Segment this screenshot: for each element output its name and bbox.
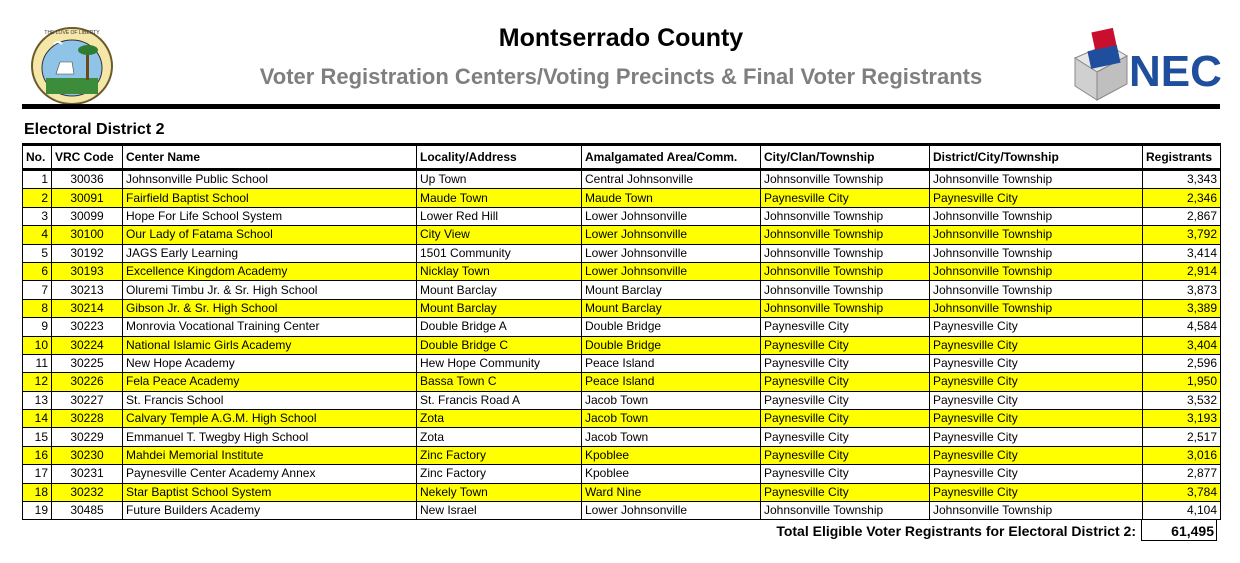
cell-no: 10	[23, 336, 52, 354]
cell-district-city-township: Paynesville City	[930, 446, 1143, 464]
cell-no: 8	[23, 299, 52, 317]
table-row	[23, 189, 1221, 207]
cell-vrc-code: 30099	[52, 207, 123, 225]
cell-no: 6	[23, 262, 52, 280]
table-row	[23, 318, 1221, 336]
table-header-row	[23, 145, 1221, 170]
cell-locality: Zota	[417, 410, 582, 428]
cell-registrants: 2,517	[1143, 428, 1221, 446]
cell-locality: 1501 Community	[417, 244, 582, 262]
table-row	[23, 428, 1221, 446]
cell-vrc-code: 30232	[52, 483, 123, 501]
cell-district-city-township: Johnsonville Township	[930, 170, 1143, 189]
cell-amalgamated-area: Double Bridge	[582, 318, 761, 336]
cell-center-name: Fela Peace Academy	[123, 373, 417, 391]
cell-city-clan-township: Paynesville City	[761, 428, 930, 446]
page-title: Montserrado County	[498, 24, 744, 52]
cell-city-clan-township: Johnsonville Township	[761, 299, 930, 317]
cell-center-name: Future Builders Academy	[123, 502, 417, 520]
cell-registrants: 4,104	[1143, 502, 1221, 520]
cell-center-name: Mahdei Memorial Institute	[123, 446, 417, 464]
cell-city-clan-township: Paynesville City	[761, 465, 930, 483]
cell-amalgamated-area: Lower Johnsonville	[582, 502, 761, 520]
cell-amalgamated-area: Jacob Town	[582, 410, 761, 428]
cell-registrants: 3,792	[1143, 226, 1221, 244]
cell-locality: City View	[417, 226, 582, 244]
cell-locality: Maude Town	[417, 189, 582, 207]
cell-center-name: JAGS Early Learning	[123, 244, 417, 262]
cell-district-city-township: Paynesville City	[930, 318, 1143, 336]
cell-vrc-code: 30223	[52, 318, 123, 336]
cell-district-city-township: Paynesville City	[930, 465, 1143, 483]
cell-center-name: National Islamic Girls Academy	[123, 336, 417, 354]
cell-no: 3	[23, 207, 52, 225]
cell-amalgamated-area: Peace Island	[582, 354, 761, 372]
cell-locality: Up Town	[417, 170, 582, 189]
cell-center-name: Johnsonville Public School	[123, 170, 417, 189]
cell-city-clan-township: Johnsonville Township	[761, 226, 930, 244]
header-divider	[22, 104, 1220, 109]
cell-amalgamated-area: Kpoblee	[582, 446, 761, 464]
cell-center-name: Emmanuel T. Twegby High School	[123, 428, 417, 446]
cell-district-city-township: Paynesville City	[930, 428, 1143, 446]
cell-district-city-township: Johnsonville Township	[930, 299, 1143, 317]
cell-locality: Hew Hope Community	[417, 354, 582, 372]
cell-registrants: 3,404	[1143, 336, 1221, 354]
cell-no: 18	[23, 483, 52, 501]
table-row	[23, 354, 1221, 372]
cell-amalgamated-area: Central Johnsonville	[582, 170, 761, 189]
cell-city-clan-township: Johnsonville Township	[761, 281, 930, 299]
table-row	[23, 373, 1221, 391]
page-subtitle: Voter Registration Centers/Voting Precincts & Final Voter Registrants	[259, 64, 983, 89]
cell-registrants: 3,873	[1143, 281, 1221, 299]
cell-locality: Nicklay Town	[417, 262, 582, 280]
nec-logo	[1067, 22, 1227, 102]
cell-no: 2	[23, 189, 52, 207]
cell-amalgamated-area: Maude Town	[582, 189, 761, 207]
cell-locality: New Israel	[417, 502, 582, 520]
cell-district-city-township: Johnsonville Township	[930, 281, 1143, 299]
cell-registrants: 3,784	[1143, 483, 1221, 501]
cell-center-name: Oluremi Timbu Jr. & Sr. High School	[123, 281, 417, 299]
cell-district-city-township: Paynesville City	[930, 410, 1143, 428]
table-row	[23, 446, 1221, 464]
cell-registrants: 3,532	[1143, 391, 1221, 409]
cell-district-city-township: Johnsonville Township	[930, 226, 1143, 244]
cell-district-city-township: Johnsonville Township	[930, 502, 1143, 520]
cell-vrc-code: 30485	[52, 502, 123, 520]
cell-district-city-township: Paynesville City	[930, 391, 1143, 409]
column-header-district-city-township: District/City/Township	[930, 145, 1143, 170]
cell-city-clan-township: Johnsonville Township	[761, 207, 930, 225]
cell-registrants: 2,596	[1143, 354, 1221, 372]
cell-locality: Lower Red Hill	[417, 207, 582, 225]
column-header-center-name: Center Name	[123, 145, 417, 170]
cell-amalgamated-area: Kpoblee	[582, 465, 761, 483]
cell-city-clan-township: Johnsonville Township	[761, 244, 930, 262]
cell-amalgamated-area: Peace Island	[582, 373, 761, 391]
table-row	[23, 281, 1221, 299]
cell-no: 1	[23, 170, 52, 189]
cell-vrc-code: 30227	[52, 391, 123, 409]
nec-logo-text: NEC	[1129, 47, 1222, 96]
cell-vrc-code: 30091	[52, 189, 123, 207]
cell-no: 9	[23, 318, 52, 336]
table-row	[23, 207, 1221, 225]
cell-locality: Zinc Factory	[417, 465, 582, 483]
cell-city-clan-township: Paynesville City	[761, 483, 930, 501]
cell-no: 16	[23, 446, 52, 464]
cell-vrc-code: 30193	[52, 262, 123, 280]
cell-district-city-township: Johnsonville Township	[930, 262, 1143, 280]
cell-locality: Nekely Town	[417, 483, 582, 501]
cell-registrants: 2,346	[1143, 189, 1221, 207]
cell-vrc-code: 30230	[52, 446, 123, 464]
cell-center-name: Excellence Kingdom Academy	[123, 262, 417, 280]
cell-center-name: New Hope Academy	[123, 354, 417, 372]
cell-registrants: 3,193	[1143, 410, 1221, 428]
cell-vrc-code: 30231	[52, 465, 123, 483]
cell-district-city-township: Paynesville City	[930, 189, 1143, 207]
cell-no: 13	[23, 391, 52, 409]
cell-registrants: 3,343	[1143, 170, 1221, 189]
cell-vrc-code: 30226	[52, 373, 123, 391]
cell-center-name: Star Baptist School System	[123, 483, 417, 501]
cell-locality: Double Bridge A	[417, 318, 582, 336]
cell-center-name: Gibson Jr. & Sr. High School	[123, 299, 417, 317]
cell-vrc-code: 30224	[52, 336, 123, 354]
page-header	[22, 0, 1220, 104]
cell-no: 15	[23, 428, 52, 446]
cell-vrc-code: 30229	[52, 428, 123, 446]
cell-registrants: 1,950	[1143, 373, 1221, 391]
cell-center-name: Calvary Temple A.G.M. High School	[123, 410, 417, 428]
total-value: 61,495	[1141, 519, 1217, 541]
cell-amalgamated-area: Lower Johnsonville	[582, 226, 761, 244]
cell-district-city-township: Paynesville City	[930, 373, 1143, 391]
cell-locality: Bassa Town C	[417, 373, 582, 391]
column-header-no: No.	[23, 145, 52, 170]
column-header-city-clan-township: City/Clan/Township	[761, 145, 930, 170]
cell-locality: Double Bridge C	[417, 336, 582, 354]
cell-amalgamated-area: Lower Johnsonville	[582, 244, 761, 262]
table-row	[23, 465, 1221, 483]
total-label: Total Eligible Voter Registrants for Electoral District 2:	[776, 523, 1136, 539]
cell-amalgamated-area: Lower Johnsonville	[582, 207, 761, 225]
cell-amalgamated-area: Jacob Town	[582, 391, 761, 409]
cell-registrants: 3,389	[1143, 299, 1221, 317]
cell-locality: Mount Barclay	[417, 281, 582, 299]
cell-no: 11	[23, 354, 52, 372]
table-row	[23, 299, 1221, 317]
cell-vrc-code: 30213	[52, 281, 123, 299]
cell-city-clan-township: Paynesville City	[761, 189, 930, 207]
table-row	[23, 262, 1221, 280]
table-row	[23, 336, 1221, 354]
table-row	[23, 170, 1221, 189]
cell-vrc-code: 30214	[52, 299, 123, 317]
table-row	[23, 226, 1221, 244]
cell-registrants: 2,867	[1143, 207, 1221, 225]
cell-amalgamated-area: Mount Barclay	[582, 299, 761, 317]
cell-amalgamated-area: Mount Barclay	[582, 281, 761, 299]
cell-district-city-township: Paynesville City	[930, 354, 1143, 372]
cell-vrc-code: 30036	[52, 170, 123, 189]
cell-no: 14	[23, 410, 52, 428]
cell-no: 5	[23, 244, 52, 262]
cell-center-name: St. Francis School	[123, 391, 417, 409]
cell-amalgamated-area: Jacob Town	[582, 428, 761, 446]
cell-locality: Mount Barclay	[417, 299, 582, 317]
cell-city-clan-township: Paynesville City	[761, 336, 930, 354]
cell-city-clan-township: Paynesville City	[761, 354, 930, 372]
cell-vrc-code: 30100	[52, 226, 123, 244]
cell-no: 12	[23, 373, 52, 391]
district-heading: Electoral District 2	[24, 121, 165, 138]
cell-no: 19	[23, 502, 52, 520]
cell-district-city-township: Johnsonville Township	[930, 244, 1143, 262]
cell-city-clan-township: Paynesville City	[761, 373, 930, 391]
cell-vrc-code: 30225	[52, 354, 123, 372]
cell-amalgamated-area: Lower Johnsonville	[582, 262, 761, 280]
svg-text:THE LOVE OF LIBERTY: THE LOVE OF LIBERTY	[44, 30, 100, 36]
cell-registrants: 2,914	[1143, 262, 1221, 280]
cell-city-clan-township: Paynesville City	[761, 410, 930, 428]
registrants-table	[22, 143, 1221, 520]
cell-no: 17	[23, 465, 52, 483]
table-row	[23, 244, 1221, 262]
cell-city-clan-township: Paynesville City	[761, 318, 930, 336]
cell-city-clan-township: Paynesville City	[761, 391, 930, 409]
cell-city-clan-township: Johnsonville Township	[761, 170, 930, 189]
cell-vrc-code: 30228	[52, 410, 123, 428]
cell-locality: St. Francis Road A	[417, 391, 582, 409]
cell-registrants: 2,877	[1143, 465, 1221, 483]
cell-center-name: Paynesville Center Academy Annex	[123, 465, 417, 483]
cell-locality: Zota	[417, 428, 582, 446]
column-header-locality: Locality/Address	[417, 145, 582, 170]
cell-no: 7	[23, 281, 52, 299]
column-header-vrc-code: VRC Code	[52, 145, 123, 170]
cell-district-city-township: Paynesville City	[930, 483, 1143, 501]
cell-vrc-code: 30192	[52, 244, 123, 262]
cell-center-name: Hope For Life School System	[123, 207, 417, 225]
cell-registrants: 3,016	[1143, 446, 1221, 464]
cell-city-clan-township: Johnsonville Township	[761, 262, 930, 280]
column-header-registrants: Registrants	[1143, 145, 1221, 170]
table-row	[23, 502, 1221, 520]
cell-center-name: Fairfield Baptist School	[123, 189, 417, 207]
cell-amalgamated-area: Ward Nine	[582, 483, 761, 501]
cell-center-name: Our Lady of Fatama School	[123, 226, 417, 244]
table-row	[23, 483, 1221, 501]
cell-amalgamated-area: Double Bridge	[582, 336, 761, 354]
cell-center-name: Monrovia Vocational Training Center	[123, 318, 417, 336]
cell-city-clan-township: Paynesville City	[761, 446, 930, 464]
cell-district-city-township: Paynesville City	[930, 336, 1143, 354]
cell-registrants: 3,414	[1143, 244, 1221, 262]
cell-locality: Zinc Factory	[417, 446, 582, 464]
table-row	[23, 391, 1221, 409]
cell-no: 4	[23, 226, 52, 244]
cell-registrants: 4,584	[1143, 318, 1221, 336]
cell-district-city-township: Johnsonville Township	[930, 207, 1143, 225]
cell-city-clan-township: Johnsonville Township	[761, 502, 930, 520]
table-row	[23, 410, 1221, 428]
column-header-amalgamated-area: Amalgamated Area/Comm.	[582, 145, 761, 170]
